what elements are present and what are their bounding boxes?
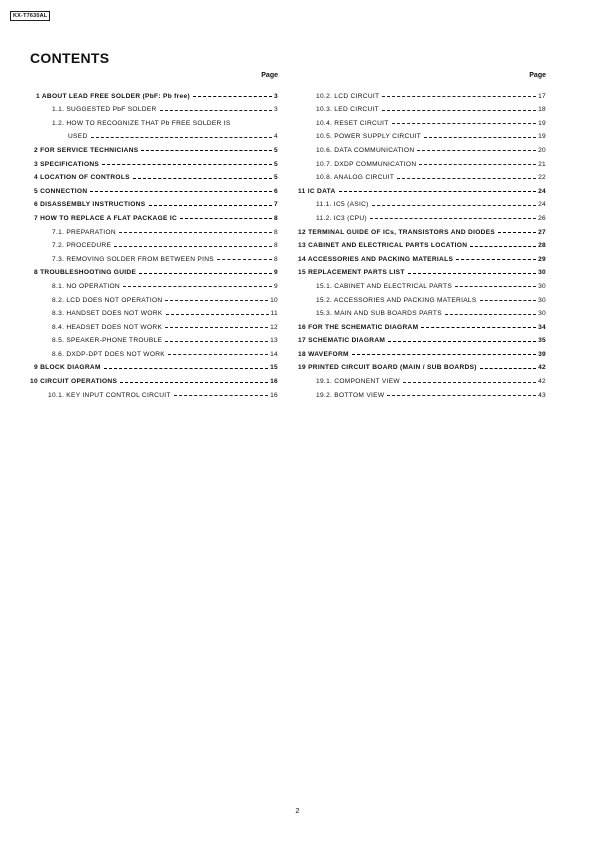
toc-entry-title: 5 CONNECTION (34, 187, 88, 195)
toc-entry-title: 11.2. IC3 (CPU) (316, 214, 367, 222)
toc-entry-page: 24 (538, 201, 546, 209)
toc-entry-page: 16 (270, 378, 278, 386)
toc-entry[interactable] (298, 195, 546, 209)
toc-entry-title: 15 REPLACEMENT PARTS LIST (298, 269, 405, 277)
toc-leader-line (408, 273, 536, 274)
toc-leader-line (382, 110, 536, 111)
toc-leader-line (424, 137, 536, 138)
toc-entry[interactable] (30, 154, 278, 168)
toc-leader-line (180, 218, 272, 219)
toc-leader-line (397, 178, 536, 179)
toc-entry[interactable] (298, 276, 546, 290)
toc-entry-page: 42 (538, 364, 546, 372)
toc-leader-line (445, 314, 536, 315)
toc-entry-page: 8 (274, 255, 278, 263)
toc-leader-line (456, 259, 536, 260)
toc-entry-title: 15.3. MAIN AND SUB BOARDS PARTS (316, 310, 442, 318)
toc-leader-line (168, 354, 268, 355)
toc-leader-line (174, 395, 268, 396)
toc-entry[interactable] (298, 331, 546, 345)
toc-entry-page: 30 (538, 269, 546, 277)
toc-entry[interactable] (298, 154, 546, 168)
toc-entry-page: 3 (274, 106, 278, 114)
toc-leader-line (193, 96, 272, 97)
toc-entry-title: 1 ABOUT LEAD FREE SOLDER (PbF: Pb free) (36, 92, 190, 100)
toc-entry[interactable] (30, 113, 278, 127)
toc-entry-page: 28 (538, 242, 546, 250)
toc-entry[interactable] (298, 344, 546, 358)
toc-leader-line (91, 137, 273, 138)
toc-leader-line (392, 123, 536, 124)
toc-entry-title: 10 CIRCUIT OPERATIONS (30, 378, 118, 386)
toc-entry[interactable] (30, 290, 278, 304)
toc-entry[interactable] (30, 263, 278, 277)
toc-entry-title: 19.2. BOTTOM VIEW (316, 391, 385, 399)
toc-entry-title: 15.1. CABINET AND ELECTRICAL PARTS (316, 282, 453, 290)
toc-entry-title: 10.2. LCD CIRCUIT (316, 92, 380, 100)
toc-entry-page: 26 (538, 214, 546, 222)
model-number-label: KX-T7630AL (10, 11, 50, 21)
toc-entry[interactable] (30, 358, 278, 372)
toc-leader-line (387, 395, 536, 396)
toc-entry-page: 4 (274, 133, 278, 141)
toc-entry[interactable] (30, 86, 278, 100)
toc-entry-page: 5 (274, 146, 278, 154)
toc-entry-title: 9 BLOCK DIAGRAM (34, 364, 101, 372)
toc-entry-page: 43 (538, 391, 546, 399)
toc-leader-line (455, 286, 536, 287)
toc-entry[interactable] (30, 236, 278, 250)
toc-leader-line (165, 341, 268, 342)
toc-entry-page: 30 (538, 296, 546, 304)
toc-entry[interactable] (298, 181, 546, 195)
toc-leader-line (480, 368, 536, 369)
toc-entry-title: 8.1. NO OPERATION (52, 282, 120, 290)
toc-leader-line (382, 96, 536, 97)
toc-right-entries (298, 86, 546, 399)
toc-entry[interactable] (30, 127, 278, 141)
toc-entry-title: 1.2. HOW TO RECOGNIZE THAT Pb FREE SOLDER IS (52, 119, 231, 127)
toc-entry-page: 21 (538, 160, 546, 168)
toc-leader-line (339, 191, 537, 192)
toc-entry-title: 7.3. REMOVING SOLDER FROM BETWEEN PINS (52, 255, 214, 263)
toc-entry-title: 19.1. COMPONENT VIEW (316, 378, 400, 386)
toc-entry[interactable] (298, 371, 546, 385)
toc-leader-line (90, 191, 272, 192)
toc-entry[interactable] (298, 249, 546, 263)
toc-entry[interactable] (298, 263, 546, 277)
toc-entry-page: 35 (538, 337, 546, 345)
toc-left-column (30, 72, 278, 399)
toc-leader-line (123, 286, 272, 287)
toc-leader-line (141, 150, 272, 151)
toc-leader-line (388, 341, 536, 342)
toc-entry-title: 10.3. LED CIRCUIT (316, 106, 379, 114)
toc-entry-title: 17 SCHEMATIC DIAGRAM (298, 337, 386, 345)
toc-entry-title: 8.2. LCD DOES NOT OPERATION (52, 296, 163, 304)
toc-entry-title: 13 CABINET AND ELECTRICAL PARTS LOCATION (298, 242, 468, 250)
toc-entry-page: 16 (270, 391, 278, 399)
toc-entry-page: 22 (538, 174, 546, 182)
toc-entry-page: 27 (538, 228, 546, 236)
toc-entry[interactable] (298, 304, 546, 318)
toc-entry-page: 15 (270, 364, 278, 372)
toc-entry[interactable] (298, 358, 546, 372)
toc-entry-page: 30 (538, 310, 546, 318)
toc-entry-page: 12 (270, 323, 278, 331)
toc-entry-page: 13 (270, 337, 278, 345)
toc-left-entries (30, 86, 278, 399)
toc-leader-line (160, 110, 272, 111)
toc-entry-page: 14 (270, 350, 278, 358)
toc-entry-title: 10.6. DATA COMMUNICATION (316, 146, 415, 154)
toc-entry-title: 4 LOCATION OF CONTROLS (34, 174, 130, 182)
toc-entry-title: 18 WAVEFORM (298, 350, 349, 358)
toc-entry-title: 7 HOW TO REPLACE A FLAT PACKAGE IC (34, 214, 178, 222)
toc-leader-line (114, 246, 272, 247)
toc-entry[interactable] (30, 304, 278, 318)
toc-leader-line (370, 218, 536, 219)
toc-entry-title: USED (68, 133, 88, 141)
toc-leader-line (403, 382, 536, 383)
toc-entry-page: 17 (538, 92, 546, 100)
toc-entry-page: 24 (538, 187, 546, 195)
toc-leader-line (119, 232, 272, 233)
toc-entry[interactable] (298, 208, 546, 222)
toc-entry-title: 11 IC DATA (298, 187, 336, 195)
toc-entry-title: 10.5. POWER SUPPLY CIRCUIT (316, 133, 422, 141)
toc-entry-title: 12 TERMINAL GUIDE OF ICs, TRANSISTORS AND DIODES (298, 228, 496, 236)
toc-leader-line (166, 314, 269, 315)
toc-leader-line (419, 164, 536, 165)
toc-leader-line (133, 178, 272, 179)
toc-entry-page: 7 (274, 201, 278, 209)
page-number: 2 (295, 806, 300, 815)
toc-entry[interactable] (298, 168, 546, 182)
toc-entry-title: 10.1. KEY INPUT CONTROL CIRCUIT (48, 391, 171, 399)
toc-entry[interactable] (30, 140, 278, 154)
toc-entry-page: 9 (274, 269, 278, 277)
page-column-header: Page (261, 72, 278, 79)
toc-entry[interactable] (298, 140, 546, 154)
toc-entry-page: 39 (538, 350, 546, 358)
toc-leader-line (417, 150, 536, 151)
toc-entry-title: 8.5. SPEAKER-PHONE TROUBLE (52, 337, 163, 345)
toc-entry[interactable] (30, 385, 278, 399)
toc-entry[interactable] (30, 249, 278, 263)
toc-right-column (298, 72, 546, 399)
toc-entry[interactable] (30, 371, 278, 385)
toc-entry-page: 18 (538, 106, 546, 114)
toc-entry[interactable] (30, 331, 278, 345)
toc-entry-title: 15.2. ACCESSORIES AND PACKING MATERIALS (316, 296, 477, 304)
toc-entry-page: 3 (274, 92, 278, 100)
contents-title: CONTENTS (30, 50, 110, 66)
toc-entry-title: 8.3. HANDSET DOES NOT WORK (52, 310, 163, 318)
toc-entry[interactable] (30, 195, 278, 209)
toc-entry-page: 5 (274, 174, 278, 182)
toc-leader-line (120, 382, 268, 383)
toc-entry-page: 10 (270, 296, 278, 304)
toc-entry-page: 34 (538, 323, 546, 331)
toc-entry[interactable] (30, 181, 278, 195)
toc-entry-page: 29 (538, 255, 546, 263)
toc-entry-page: 8 (274, 214, 278, 222)
toc-entry-title: 8.6. DXDP-DPT DOES NOT WORK (52, 350, 166, 358)
toc-leader-line (104, 368, 268, 369)
toc-entry[interactable] (298, 100, 546, 114)
toc-entry-title: 11.1. IC5 (ASIC) (316, 201, 369, 209)
toc-entry-title: 10.4. RESET CIRCUIT (316, 119, 389, 127)
toc-leader-line (165, 327, 268, 328)
toc-leader-line (421, 327, 536, 328)
toc-entry[interactable] (30, 100, 278, 114)
toc-entry-page: 5 (274, 160, 278, 168)
toc-entry-title: 16 FOR THE SCHEMATIC DIAGRAM (298, 323, 419, 331)
toc-leader-line (102, 164, 272, 165)
toc-leader-line (372, 205, 536, 206)
toc-leader-line (470, 246, 536, 247)
toc-entry[interactable] (30, 222, 278, 236)
toc-entry[interactable] (298, 127, 546, 141)
toc-entry-page: 9 (274, 282, 278, 290)
toc-entry-title: 2 FOR SERVICE TECHNICIANS (34, 146, 139, 154)
toc-entry-title: 14 ACCESSORIES AND PACKING MATERIALS (298, 255, 454, 263)
toc-entry-page: 11 (270, 310, 278, 318)
toc-entry-title: 6 DISASSEMBLY INSTRUCTIONS (34, 201, 146, 209)
toc-entry-page: 30 (538, 282, 546, 290)
toc-entry-title: 19 PRINTED CIRCUIT BOARD (MAIN / SUB BOARDS) (298, 364, 477, 372)
page-column-header: Page (529, 72, 546, 79)
toc-entry[interactable] (298, 113, 546, 127)
toc-entry[interactable] (30, 208, 278, 222)
toc-entry-page: 6 (274, 187, 278, 195)
toc-entry[interactable] (298, 317, 546, 331)
toc-entry[interactable] (298, 86, 546, 100)
toc-entry-title: 7.2. PROCEDURE (52, 242, 112, 250)
toc-entry[interactable] (30, 344, 278, 358)
toc-leader-line (352, 354, 536, 355)
toc-entry[interactable] (298, 385, 546, 399)
toc-entry[interactable] (30, 276, 278, 290)
toc-entry-title: 3 SPECIFICATIONS (34, 160, 100, 168)
toc-entry-page: 19 (538, 133, 546, 141)
toc-entry-title: 1.1. SUGGESTED PbF SOLDER (52, 106, 157, 114)
toc-entry-page: 19 (538, 119, 546, 127)
toc-entry[interactable] (30, 317, 278, 331)
toc-leader-line (480, 300, 536, 301)
toc-leader-line (149, 205, 273, 206)
toc-leader-line (139, 273, 272, 274)
toc-leader-line (165, 300, 268, 301)
toc-entry-title: 7.1. PREPARATION (52, 228, 116, 236)
toc-entry-page: 8 (274, 242, 278, 250)
toc-entry-title: 8 TROUBLESHOOTING GUIDE (34, 269, 137, 277)
toc-entry-page: 42 (538, 378, 546, 386)
toc-entry-title: 10.7. DXDP COMMUNICATION (316, 160, 417, 168)
toc-entry-title: 8.4. HEADSET DOES NOT WORK (52, 323, 163, 331)
toc-leader-line (498, 232, 536, 233)
toc-leader-line (217, 259, 272, 260)
toc-entry[interactable] (298, 236, 546, 250)
toc-entry-page: 8 (274, 228, 278, 236)
toc-entry[interactable] (298, 222, 546, 236)
toc-entry[interactable] (298, 290, 546, 304)
toc-entry-title: 10.8. ANALOG CIRCUIT (316, 174, 395, 182)
toc-entry-page: 20 (538, 146, 546, 154)
toc-entry[interactable] (30, 168, 278, 182)
